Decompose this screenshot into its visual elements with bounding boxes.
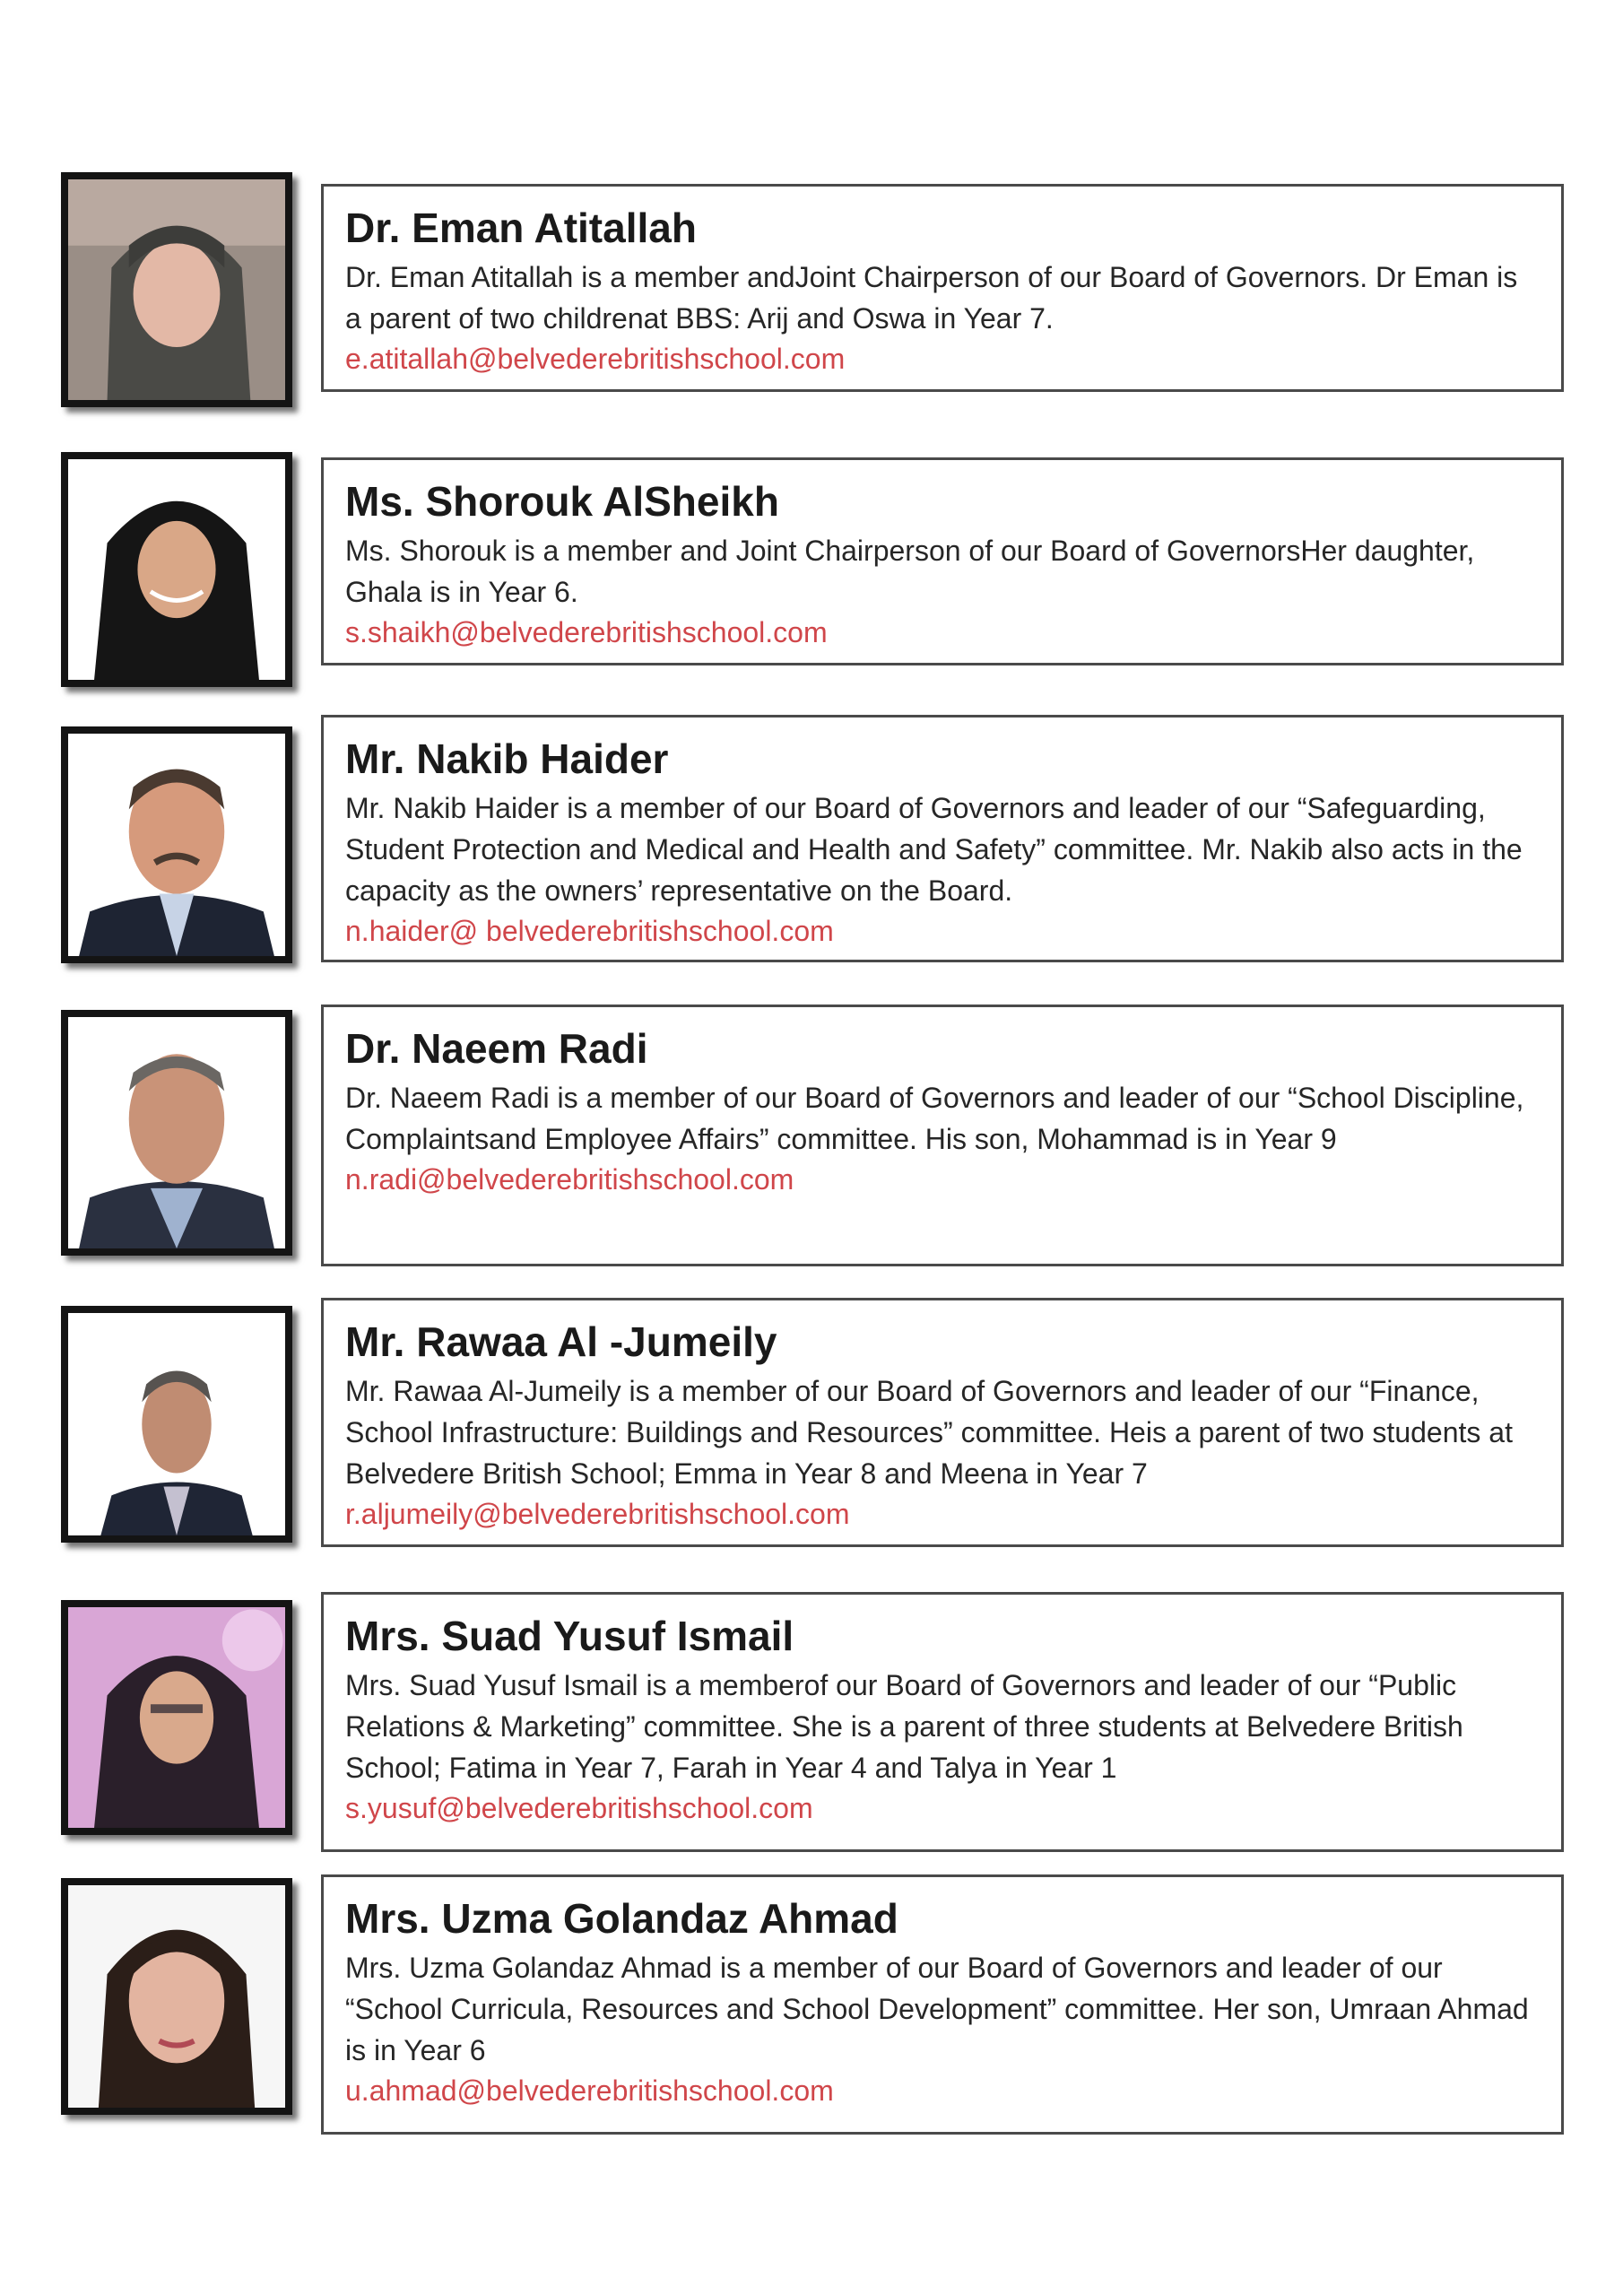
member-card	[321, 1592, 1564, 1852]
member-email-link[interactable]: s.yusuf@belvederebritishschool.com	[345, 1792, 813, 1824]
member-name: Dr. Eman Atitallah	[345, 204, 697, 251]
member-name: Mrs. Uzma Golandaz Ahmad	[345, 1895, 898, 1942]
member-photo	[61, 1878, 292, 2115]
member-card	[321, 715, 1564, 962]
member-email-link[interactable]: u.ahmad@belvederebritishschool.com	[345, 2074, 834, 2107]
member-name: Mr. Nakib Haider	[345, 735, 669, 782]
member-description: Ms. Shorouk is a member and Joint Chairperson of our Board of GovernorsHer daughter, Ghala is in Year 6.	[345, 535, 1475, 608]
portrait-woman-icon	[68, 1885, 285, 2108]
portrait-woman-hijab-icon	[68, 1607, 285, 1828]
member-description: Dr. Naeem Radi is a member of our Board of Governors and leader of our “School Discipline, Complaintsand Employee Affairs” committee. His son, Mohammad is in Year 9	[345, 1082, 1524, 1155]
member-photo	[61, 1306, 292, 1543]
member-email-link[interactable]: r.aljumeily@belvederebritishschool.com	[345, 1498, 850, 1530]
member-description: Mrs. Uzma Golandaz Ahmad is a member of our Board of Governors and leader of our “School Curricula, Resources and School Development” committee. Her son, Umraan Ahmad is in Year 6	[345, 1952, 1529, 2066]
member-photo	[61, 452, 292, 687]
member-description: Dr. Eman Atitallah is a member andJoint Chairperson of our Board of Governors. Dr Eman is a parent of two childrenat BBS: Arij and Oswa in Year 7.	[345, 261, 1518, 335]
member-card	[321, 1004, 1564, 1266]
member-name: Dr. Naeem Radi	[345, 1025, 648, 1072]
portrait-woman-hijab-icon	[68, 179, 285, 400]
member-description: Mrs. Suad Yusuf Ismail is a memberof our Board of Governors and leader of our “Public Relations & Marketing” committee. She is a parent of three students at Belvedere British School; Fatima in Year 7, Farah in Year 4 and Talya in Year 1	[345, 1669, 1463, 1784]
member-name: Ms. Shorouk AlSheikh	[345, 478, 779, 525]
member-card	[321, 457, 1564, 665]
member-description: Mr. Rawaa Al-Jumeily is a member of our Board of Governors and leader of our “Finance, School Infrastructure: Buildings and Resources” committee. Heis a parent of two students at Belvedere British School; Emma in Year 8 and Meena in Year 7	[345, 1375, 1513, 1490]
member-photo	[61, 172, 292, 407]
member-email-link[interactable]: e.atitallah@belvederebritishschool.com	[345, 343, 846, 375]
member-card	[321, 1874, 1564, 2135]
member-email-link[interactable]: s.shaikh@belvederebritishschool.com	[345, 616, 828, 648]
member-photo	[61, 1010, 292, 1256]
member-name: Mrs. Suad Yusuf Ismail	[345, 1613, 794, 1659]
member-photo	[61, 1600, 292, 1835]
portrait-woman-hijab-icon	[68, 459, 285, 680]
member-name: Mr. Rawaa Al -Jumeily	[345, 1318, 777, 1365]
member-card	[321, 184, 1564, 392]
portrait-man-suit-icon	[68, 1017, 285, 1248]
member-email-link[interactable]: n.radi@belvederebritishschool.com	[345, 1163, 794, 1196]
portrait-man-suit-icon	[68, 1313, 285, 1535]
member-description: Mr. Nakib Haider is a member of our Board of Governors and leader of our “Safeguarding, Student Protection and Medical and Health and Safety” committee. Mr. Nakib also acts in the capacity as the owners’ representative on the Board.	[345, 792, 1523, 907]
member-email-link[interactable]: n.haider@ belvederebritishschool.com	[345, 915, 834, 947]
member-photo	[61, 726, 292, 963]
portrait-man-suit-icon	[68, 734, 285, 956]
member-card	[321, 1298, 1564, 1547]
